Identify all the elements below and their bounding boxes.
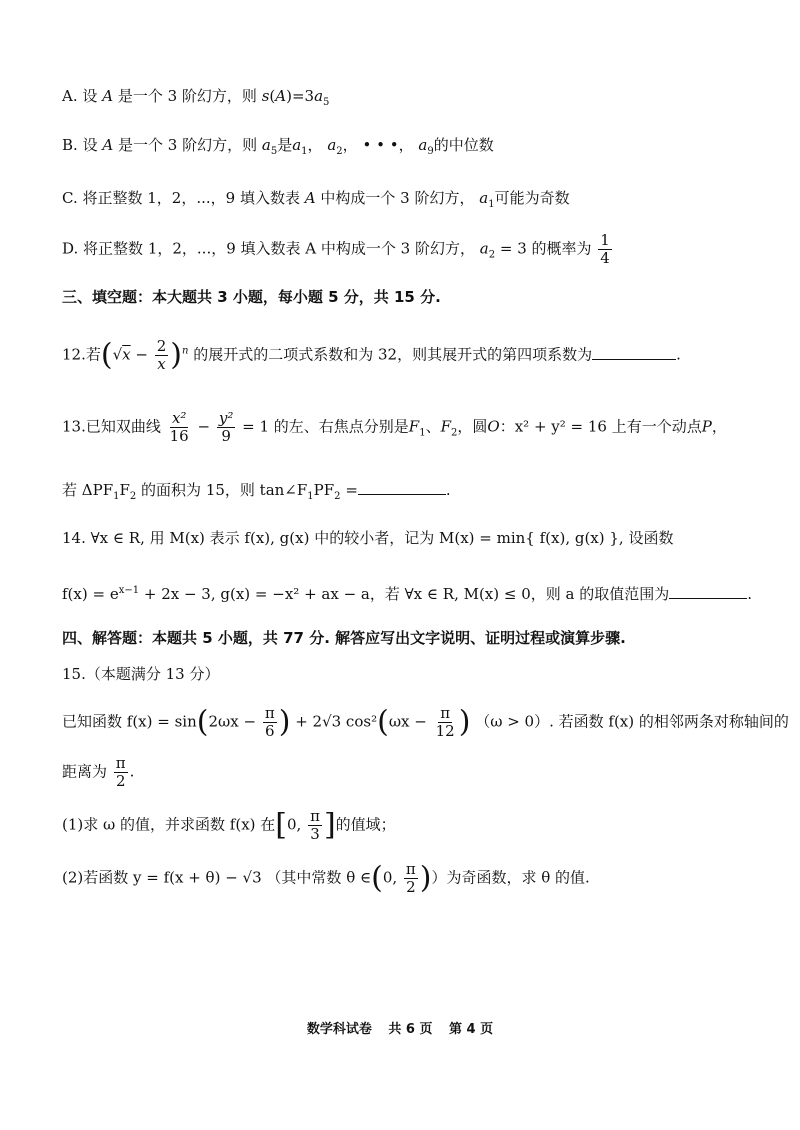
option-a: A. 设 A 是一个 3 阶幻方，则 $s(A)=3a_5$ [62, 87, 330, 108]
option-d: D. 将正整数 1，2，...，9 填入数表 A 中构成一个 3 阶幻方， $a_2 = 3$ 的概率为 $\frac{1}{4}$ [62, 231, 610, 267]
question-15-title: 15.（本题满分 13 分） [62, 665, 220, 683]
answer-blank-12[interactable] [592, 345, 676, 360]
option-c: C. 将正整数 1，2，...，9 填入数表 A 中构成一个 3 阶幻方， $a_1$可能为奇数 [62, 189, 570, 210]
question-15-stem: 已知函数 f(x) = sin(2ωx − $\frac{\pi}{6}$ ) + 2√3 cos²(ωx − $\frac{\pi}{12}$ ) （ω > 0）. 若函数 f(x) 的相邻两条对称轴间的 [62, 704, 789, 740]
option-b: B. 设 A 是一个 3 阶幻方，则 $a_5$是$a_1$， $a_2$， • • •， $a_9$的中位数 [62, 136, 494, 157]
footer-subject: 数学科试卷 [306, 1022, 372, 1037]
footer-total-pages: 共 6 页 [388, 1022, 433, 1037]
question-14-line2: $f(x) = e^{x-1} + 2x - 3$, g(x) = −x² + ax − a，若 ∀x ∈ R, M(x) ≤ 0，则 a 的取值范围为 . [62, 585, 753, 603]
question-15-stem-line2: 距离为 $\frac{\pi}{2}$ . [62, 754, 135, 790]
section-4-heading: 四、解答题：本题共 5 小题，共 77 分. 解答应写出文字说明、证明过程或演算步骤. [62, 629, 626, 647]
footer-page-number: 第 4 页 [449, 1022, 494, 1037]
question-13: 13.已知双曲线 $\frac{\text{x²}}{16}$ − $\frac{\text{y²}}{9}$ = 1 的左、右焦点分别是$F_1$、$F_2$，圆O：x² + y² = 16 上有一个动点P， [62, 409, 727, 445]
question-15-part-2: (2)若函数 y = f(x + θ) − √3 （其中常数 θ ∈(0, $\frac{\pi}{2}$ )）为奇函数，求 θ 的值. [62, 860, 590, 896]
question-15-part-1: (1)求 ω 的值，并求函数 f(x) 在[0, $\frac{\pi}{3}$ ]的值域； [62, 807, 396, 843]
answer-blank-13[interactable] [358, 480, 446, 495]
section-3-heading: 三、填空题：本大题共 3 小题，每小题 5 分，共 15 分. [62, 288, 441, 306]
question-13-line2: 若 $\Delta PF_1F_2$ 的面积为 15，则 $\tan\angle F_1PF_2$ = . [62, 481, 451, 502]
question-14: 14. ∀x ∈ R, 用 M(x) 表示 f(x), g(x) 中的较小者，记为 M(x) = min{ f(x), g(x) }, 设函数 [62, 529, 674, 547]
answer-blank-14[interactable] [669, 584, 747, 599]
page-footer [0, 1018, 800, 1037]
question-12: 12.若(√x − $\frac{2}{x}$ )$^n$ 的展开式的二项式系数和为 32，则其展开式的第四项系数为 . [62, 337, 681, 373]
